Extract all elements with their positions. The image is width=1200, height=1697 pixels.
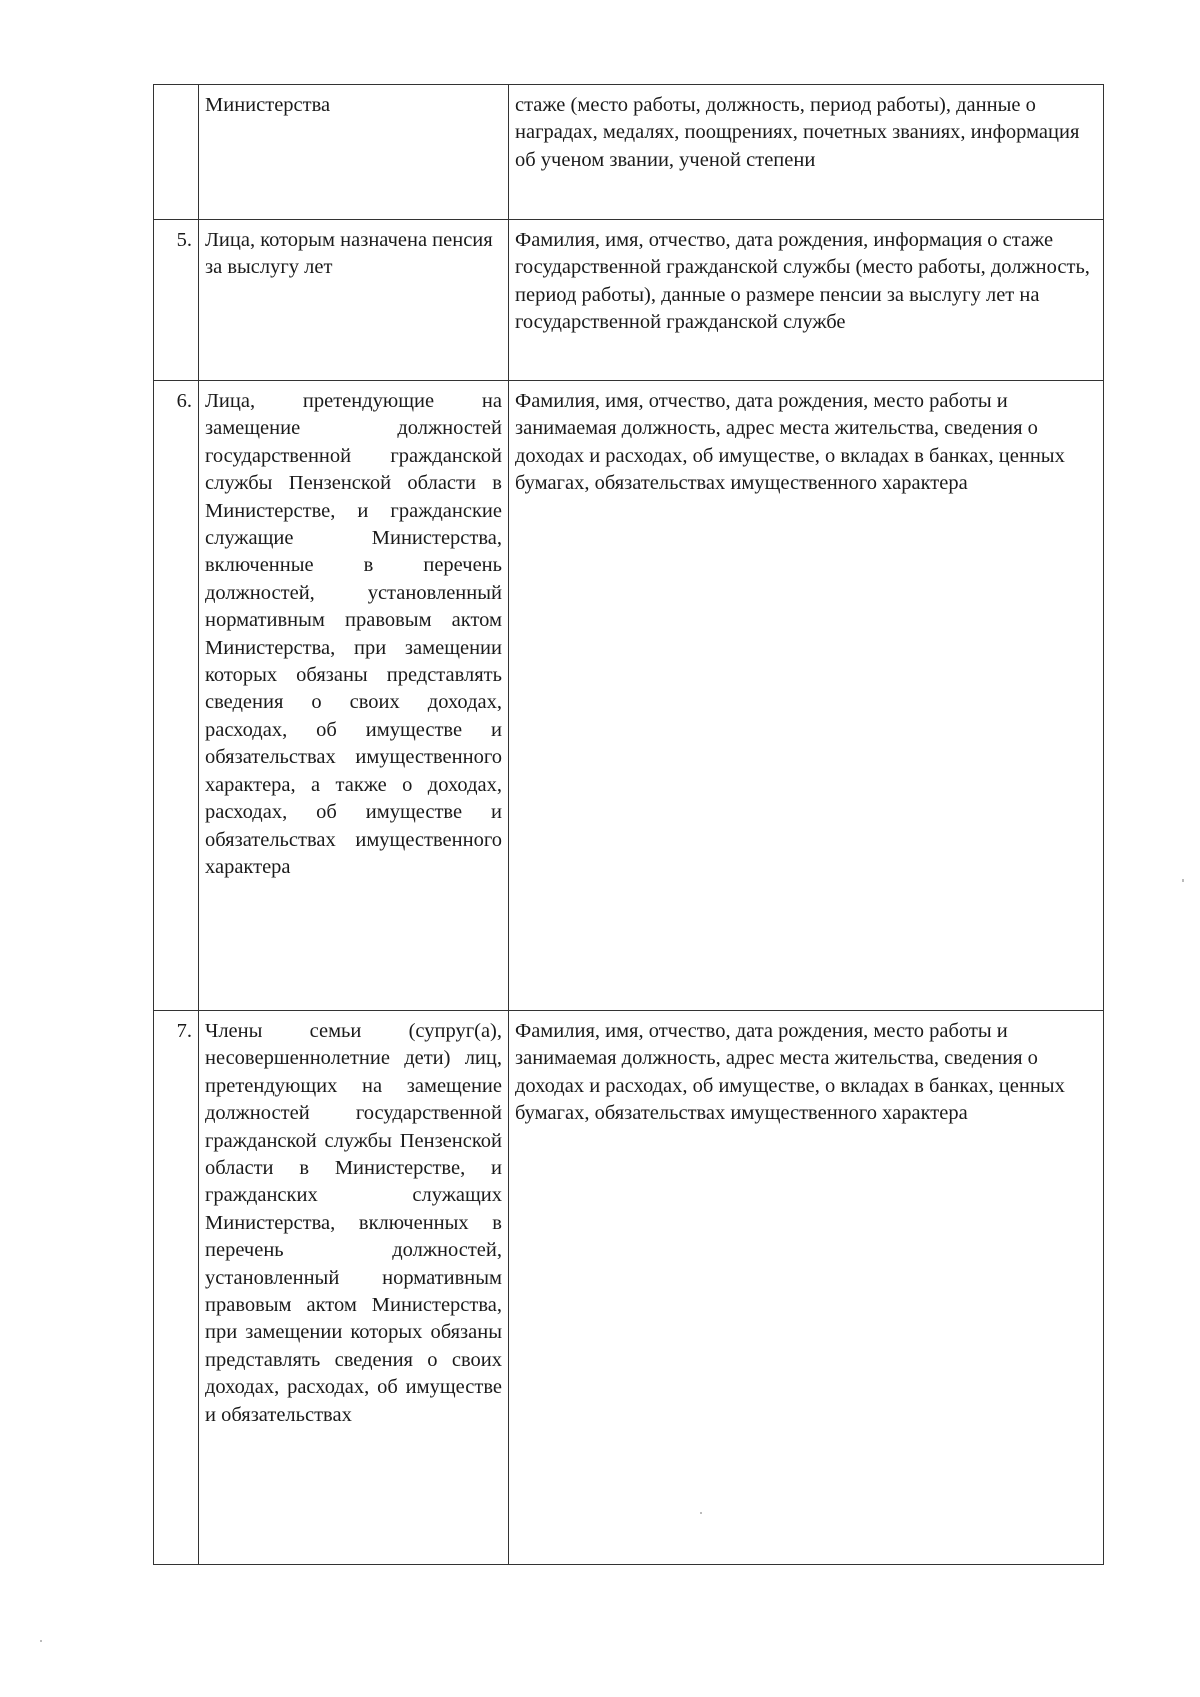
- personal-data-table: [153, 84, 1104, 1565]
- table-row: [154, 381, 1104, 1011]
- personal-data-list: Фамилия, имя, отчество, дата рождения, место работы и занимаемая должность, адрес места жительства, сведения о доходах и расходах, об имуществе, о вкладах в банках, ценных бумагах, обязательствах имущественного характера: [509, 1011, 1104, 1565]
- table-row: [154, 220, 1104, 381]
- scan-speck: [1182, 879, 1184, 882]
- row-number: 6.: [154, 381, 199, 1011]
- row-number: 7.: [154, 1011, 199, 1565]
- table-row: [154, 85, 1104, 220]
- scan-speck: [700, 1512, 702, 1514]
- personal-data-list: Фамилия, имя, отчество, дата рождения, информация о стаже государственной гражданской службы (место работы, должность, период работы), данные о размере пенсии за выслугу лет на государственной гражданской службе: [509, 220, 1104, 381]
- subject-category: Лица, претендующие на замещение должностей государственной гражданской службы Пензенской области в Министерстве, и гражданские служащие Министерства, включенные в перечень должностей, установленный нормативным правовым актом Министерства, при замещении которых обязаны представлять сведения о своих доходах, расходах, об имуществе и обязательствах имущественного характера, а также о доходах, расходах, об имуществе и обязательствах имущественного характера: [199, 381, 509, 1011]
- row-number: [154, 85, 199, 220]
- personal-data-list: стаже (место работы, должность, период работы), данные о наградах, медалях, поощрениях, почетных званиях, информация об ученом звании, ученой степени: [509, 85, 1104, 220]
- subject-category: Лица, которым назначена пенсия за выслугу лет: [199, 220, 509, 381]
- row-number: 5.: [154, 220, 199, 381]
- table-row: [154, 1011, 1104, 1565]
- subject-category: Министерства: [199, 85, 509, 220]
- scan-speck: [40, 1640, 42, 1642]
- personal-data-list: Фамилия, имя, отчество, дата рождения, место работы и занимаемая должность, адрес места жительства, сведения о доходах и расходах, об имуществе, о вкладах в банках, ценных бумагах, обязательствах имущественного характера: [509, 381, 1104, 1011]
- subject-category: Члены семьи (супруг(а), несовершеннолетние дети) лиц, претендующих на замещение должностей государственной гражданской службы Пензенской области в Министерстве, и гражданских служащих Министерства, включенных в перечень должностей, установленный нормативным правовым актом Министерства, при замещении которых обязаны представлять сведения о своих доходах, расходах, об имуществе и обязательствах: [199, 1011, 509, 1565]
